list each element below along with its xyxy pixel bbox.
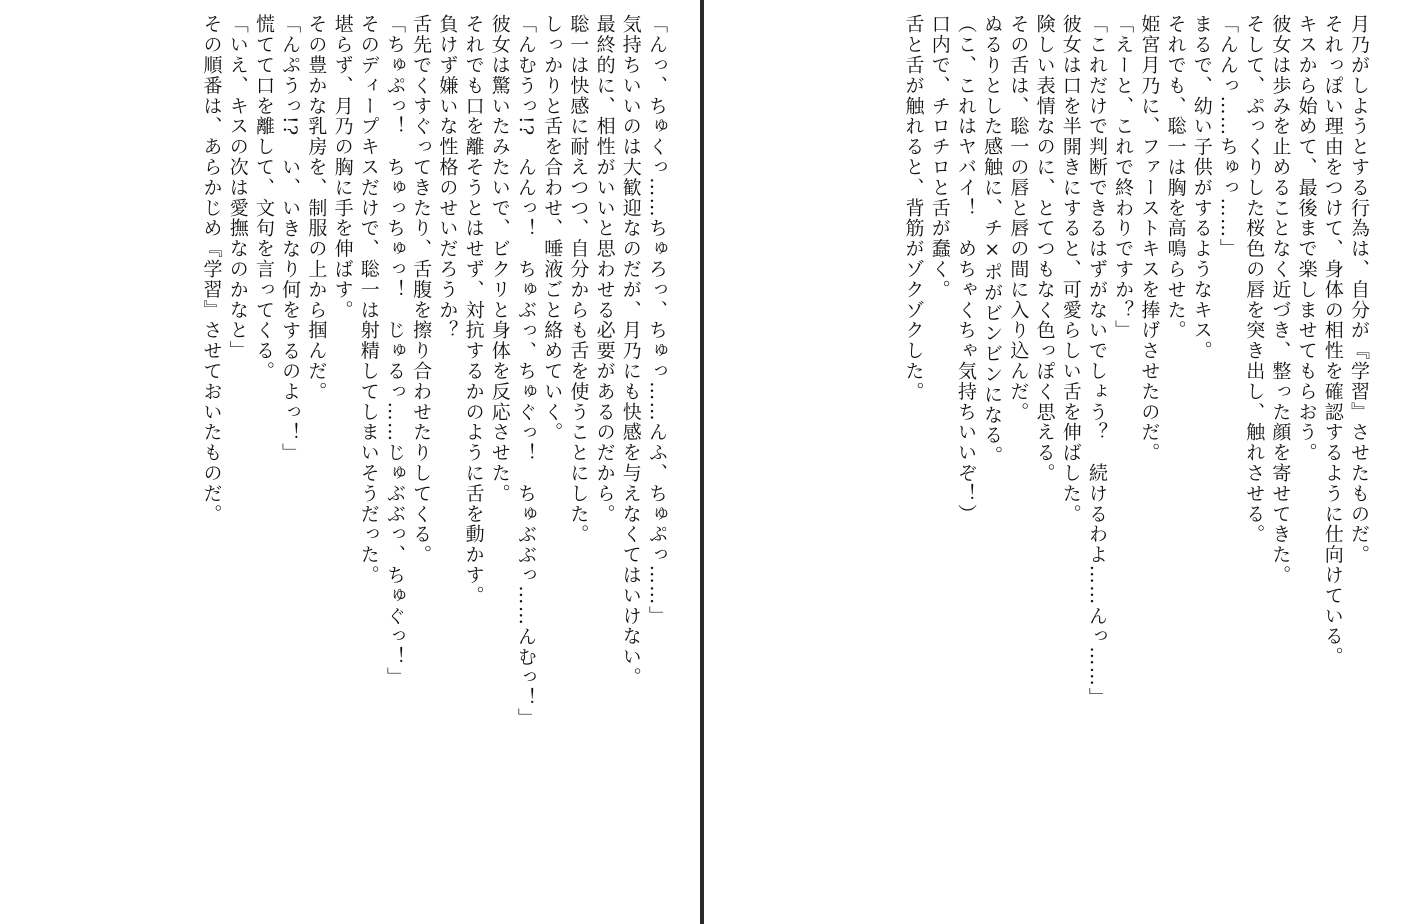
text-line: （こ、これはヤバイ！ めちゃくちゃ気持ちいいぞ！） bbox=[954, 14, 977, 524]
text-line: キスから始めて、最後まで楽しませてもらおう。 bbox=[1295, 14, 1318, 463]
left-page bbox=[0, 0, 700, 924]
text-line: 堪らず、月乃の胸に手を伸ばす。 bbox=[331, 14, 354, 320]
text-line: 月乃がしようとする行為は、自分が『学習』させたものだ。 bbox=[1348, 14, 1370, 565]
text-line: 負けず嫌いな性格のせいだろうか？ bbox=[436, 14, 459, 341]
text-line: 「ちゅぷっ！ ちゅっちゅっ！ じゅるっ……じゅぶぶっ、ちゅぐっ！」 bbox=[383, 14, 406, 688]
right-page-text bbox=[900, 14, 1372, 714]
text-line: 彼女は歩みを止めることなく近づき、整った顔を寄せてきた。 bbox=[1269, 14, 1292, 586]
text-line: その順番は、あらかじめ『学習』させておいたものだ。 bbox=[200, 14, 223, 524]
text-line: そして、ぷっくりした桜色の唇を突き出し、触れさせる。 bbox=[1243, 14, 1266, 545]
text-line: それでも、聡一は胸を高鳴らせた。 bbox=[1164, 14, 1187, 341]
text-line: 「いえ、キスの次は愛撫なのかなと」 bbox=[226, 14, 249, 361]
text-line: 聡一は快感に耐えつつ、自分からも舌を使うことにした。 bbox=[567, 14, 590, 545]
text-line: 険しい表情なのに、とてつもなく色っぽく思える。 bbox=[1033, 14, 1056, 484]
text-line: 舌先でくすぐってきたり、舌腹を擦り合わせたりしてくる。 bbox=[410, 14, 433, 565]
text-line: それでも口を離そうとはせず、対抗するかのように舌を動かす。 bbox=[462, 14, 485, 606]
text-line: 「えーと、これで終わりですか？」 bbox=[1112, 14, 1135, 341]
text-line: 舌と舌が触れると、背筋がゾクゾクした。 bbox=[902, 14, 925, 402]
text-line: 「んむうっ!? んんっ！ ちゅぶっ、ちゅぐっ！ ちゅぶぶっ……んむっ！」 bbox=[514, 14, 537, 729]
text-line: 彼女は口を半開きにすると、可愛らしい舌を伸ばした。 bbox=[1059, 14, 1082, 524]
text-line: まるで、幼い子供がするようなキス。 bbox=[1190, 14, 1213, 361]
text-line: 気持ちいいのは大歓迎なのだが、月乃にも快感を与えなくてはいけない。 bbox=[619, 14, 642, 688]
text-line: その舌は、聡一の唇と唇の間に入り込んだ。 bbox=[1007, 14, 1030, 422]
text-line: 「んぷうっ!? い、いきなり何をするのよっ！」 bbox=[279, 14, 302, 464]
text-line: 慌てて口を離して、文句を言ってくる。 bbox=[252, 14, 275, 382]
text-line: その豊かな乳房を、制服の上から掴んだ。 bbox=[305, 14, 328, 402]
text-line: ぬるりとした感触に、チ×ポがビンビンになる。 bbox=[981, 14, 1004, 466]
text-line: しっかりと舌を合わせ、唾液ごと絡めていく。 bbox=[541, 14, 564, 443]
text-line: それっぽい理由をつけて、身体の相性を確認するように仕向けている。 bbox=[1321, 14, 1344, 667]
right-page bbox=[704, 0, 1406, 924]
text-line: 姫宮月乃に、ファーストキスを捧げさせたのだ。 bbox=[1138, 14, 1161, 463]
text-line: 「んんっ……ちゅっ……」 bbox=[1216, 14, 1239, 259]
text-line: そのディープキスだけで、聡一は射精してしまいそうだった。 bbox=[357, 14, 380, 586]
left-page-text bbox=[198, 14, 670, 729]
text-line: 「んっ、ちゅくっ……ちゅろっ、ちゅっ……んふ、ちゅぷっ……」 bbox=[646, 14, 668, 626]
text-line: 口内で、チロチロと舌が蠢く。 bbox=[928, 14, 951, 300]
text-line: 彼女は驚いたみたいで、ビクリと身体を反応させた。 bbox=[488, 14, 511, 504]
text-line: 「これだけで判断できるはずがないでしょう？ 続けるわよ……んっ……」 bbox=[1085, 14, 1108, 708]
text-line: 最終的に、相性がいいと思わせる必要があるのだから。 bbox=[593, 14, 616, 524]
